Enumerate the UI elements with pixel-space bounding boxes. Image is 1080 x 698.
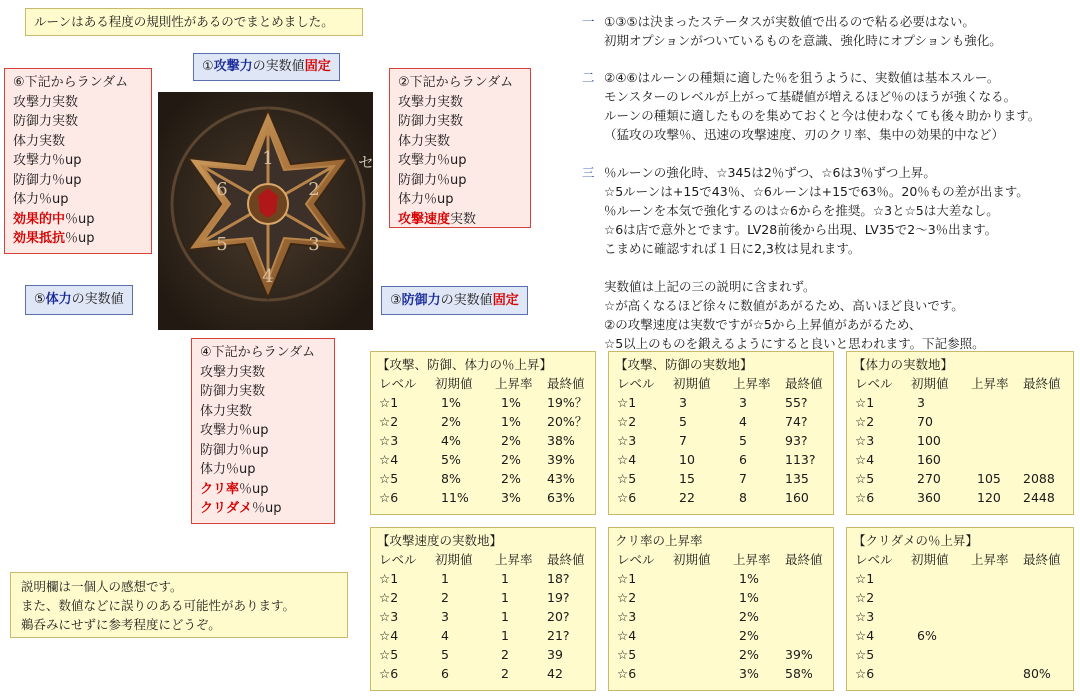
slot4-box-title: ④下記からランダム (200, 345, 316, 360)
table-cell: 1% (501, 395, 521, 410)
slot4-item: 体力実数 (200, 403, 253, 419)
slot6-item: 防御力実数 (13, 114, 79, 129)
slot6-item: 防御力％up (13, 172, 82, 188)
table-row (377, 431, 589, 450)
table-row (615, 412, 827, 431)
table-cell: 1% (501, 414, 521, 429)
table-cell: 8% (441, 471, 461, 486)
table-cell: ☆1 (379, 571, 399, 586)
rune-image (158, 92, 373, 330)
table-cell: ☆4 (855, 452, 875, 467)
table-header-cell: 初期値 (673, 376, 711, 391)
table-header-cell: 初期値 (911, 376, 949, 391)
table-row (377, 393, 589, 412)
slot1-title (193, 53, 340, 81)
table-row (377, 450, 589, 469)
rune-num-4: 4 (262, 266, 274, 287)
slot5-stat: 体力 (45, 292, 72, 307)
table-row (615, 607, 827, 626)
rune-num-2: 2 (308, 179, 320, 200)
explanation-line: ルーンの種類に適したものを集めておくと今は使わなくても後々助かります。 (604, 108, 1041, 123)
explanation-line: ％ルーンの強化時、☆345は2％ずつ、☆6は3％ずつ上昇。 (604, 165, 936, 180)
extra-line: ☆が高くなるほど徐々に数値があがるため、高いほど良いです。 (604, 298, 964, 313)
slot5-num: ⑤ (34, 292, 46, 307)
table-cell: 93? (785, 433, 808, 448)
table-atk-def-flat (608, 351, 834, 515)
table-header-cell: 最終値 (785, 376, 823, 391)
table-header-cell: 上昇率 (495, 376, 533, 391)
table-cell: 5 (739, 433, 747, 448)
explanation-1 (582, 12, 1072, 50)
extra-notes (582, 277, 1072, 353)
table-header-cell: 最終値 (1023, 552, 1061, 567)
table-cell: 120 (977, 490, 1001, 505)
table-cell: 2% (501, 452, 521, 467)
table-cell: 1 (441, 571, 449, 586)
table-cell: ☆1 (617, 395, 637, 410)
table-row (615, 431, 827, 450)
explanation-3 (582, 163, 1072, 258)
explanations (582, 12, 1072, 353)
table-cell: ☆2 (617, 590, 637, 605)
explanation-line: ☆5ルーンは+15で43％、☆6ルーンは+15で63％。20％もの差が出ます。 (604, 184, 1029, 199)
table-cell: 19%？ (547, 395, 588, 410)
table-cell: 2% (441, 414, 461, 429)
extra-line: ②の攻撃速度は実数ですが☆5から上昇値があがるため、 (604, 317, 922, 332)
table-row (853, 431, 1067, 450)
table-cell: 7 (739, 471, 747, 486)
table-row (615, 645, 827, 664)
table-cell: ☆5 (379, 471, 399, 486)
slot2-item: 体力実数 (398, 133, 451, 149)
table-cell: 42 (547, 666, 563, 681)
table-cell: 100 (917, 433, 941, 448)
table-cell: 2088 (1023, 471, 1055, 486)
table-cell: 8 (739, 490, 747, 505)
table-header-row (377, 374, 589, 393)
table-cell: 2 (501, 647, 509, 662)
table-row (853, 645, 1067, 664)
table-cell: 3% (739, 666, 759, 681)
table-title: クリ率の上昇率 (615, 533, 703, 548)
slot3-title (381, 286, 528, 315)
table-row (377, 626, 589, 645)
table-cell: 4 (441, 628, 449, 643)
table-row (853, 393, 1067, 412)
slot2-item: 体力％up (398, 192, 454, 207)
slot6-red-item (13, 229, 143, 249)
slot4-item: 攻撃力実数 (200, 364, 266, 380)
header-note: ルーンはある程度の規則性があるのでまとめました。 (25, 8, 363, 36)
table-row (377, 607, 589, 626)
table-header-cell: 上昇率 (971, 376, 1009, 391)
table-cell: ☆1 (855, 571, 875, 586)
explanation-line: ％ルーンを本気で強化するのは☆6からを推奨。☆3と☆5は大差なし。 (604, 203, 999, 218)
table-cell: 160 (917, 452, 941, 467)
table-cell: 2448 (1023, 490, 1055, 505)
table-cell: ☆3 (617, 433, 637, 448)
slot4-red-label: クリ率 (200, 481, 240, 497)
table-row (615, 393, 827, 412)
table-row (615, 588, 827, 607)
table-cell: 21? (547, 628, 570, 643)
table-cell: 18? (547, 571, 570, 586)
table-cell: ☆2 (617, 414, 637, 429)
table-cell: ☆3 (379, 433, 399, 448)
slot4-red-item (200, 499, 326, 519)
table-cell: 39% (547, 452, 575, 467)
table-crit-damage (846, 527, 1074, 691)
disclaimer (10, 572, 348, 638)
table-cell: 1% (739, 571, 759, 586)
slot6-red-label: 効果的中 (13, 211, 66, 227)
table-cell: 2% (739, 609, 759, 624)
table-header-cell: 上昇率 (733, 376, 771, 391)
table-cell: 10 (679, 452, 695, 467)
table-row (615, 664, 827, 683)
table-title: 【体力の実数地】 (853, 357, 954, 372)
slot1-stat: 攻撃力 (213, 59, 253, 74)
table-cell: ☆5 (617, 471, 637, 486)
table-row (615, 626, 827, 645)
table-cell: ☆2 (379, 590, 399, 605)
rune-num-6: 6 (216, 179, 228, 200)
table-cell: ☆4 (617, 628, 637, 643)
slot2-item: 防御力％up (398, 172, 467, 188)
explanation-line: （猛攻の攻撃％、迅速の攻撃速度、刃のクリ率、集中の効果的中など） (604, 127, 1005, 142)
table-header-cell: 初期値 (673, 552, 711, 567)
table-cell: ☆3 (379, 609, 399, 624)
slot4-item: 攻撃力％up (200, 423, 269, 438)
table-cell: ☆4 (617, 452, 637, 467)
slot2-item: 攻撃力％up (398, 153, 467, 168)
slot4-item: 防御力％up (200, 442, 269, 458)
table-row (377, 664, 589, 683)
table-cell: ☆5 (379, 647, 399, 662)
table-cell: ☆3 (617, 609, 637, 624)
table-cell: 55? (785, 395, 808, 410)
table-cell: 105 (977, 471, 1001, 486)
table-title: 【攻撃、防御の実数地】 (615, 357, 753, 372)
slot4-red-rest: ％up (239, 481, 269, 497)
table-cell: 11% (441, 490, 469, 505)
table-crit-rate (608, 527, 834, 691)
table-row (377, 569, 589, 588)
slot4-red-item (200, 480, 326, 500)
table-row (853, 626, 1067, 645)
table-cell: 2% (501, 471, 521, 486)
table-cell: 160 (785, 490, 809, 505)
table-cell: ☆3 (855, 433, 875, 448)
table-cell: 58% (785, 666, 813, 681)
rune-num-5: 5 (216, 234, 228, 255)
slot2-red-label: 攻撃速度 (398, 211, 451, 227)
table-row (615, 469, 827, 488)
explanation-num: 一 (582, 14, 595, 29)
table-row (853, 450, 1067, 469)
explanation-line: 初期オプションがついているものを意識、強化時にオプションも強化。 (604, 33, 1002, 48)
table-header-cell: レベル (855, 552, 893, 567)
table-cell: 22 (679, 490, 695, 505)
table-cell: ☆1 (379, 395, 399, 410)
slot6-item: 攻撃力実数 (13, 94, 79, 110)
table-speed-flat (370, 527, 596, 691)
table-cell: ☆5 (855, 471, 875, 486)
slot4-box (191, 338, 335, 524)
table-header-cell: 初期値 (435, 552, 473, 567)
table-header-row (615, 374, 827, 393)
table-cell: 2% (739, 628, 759, 643)
table-header-cell: 上昇率 (733, 552, 771, 567)
table-cell: 2% (739, 647, 759, 662)
table-cell: 43% (547, 471, 575, 486)
table-row (377, 488, 589, 507)
slot6-red-rest: ％up (65, 211, 95, 227)
table-header-row (615, 550, 827, 569)
slot2-box (389, 68, 531, 228)
table-header-cell: 最終値 (547, 376, 585, 391)
table-cell: 2 (441, 590, 449, 605)
table-header-cell: 上昇率 (495, 552, 533, 567)
rune-num-1: 1 (262, 148, 274, 169)
table-cell: ☆4 (855, 628, 875, 643)
table-row (615, 569, 827, 588)
table-row (377, 412, 589, 431)
slot4-red-label: クリダメ (200, 501, 253, 516)
table-cell: ☆1 (855, 395, 875, 410)
table-cell: 2 (501, 666, 509, 681)
extra-line: ☆5以上のものを鍛えるようにすると良いと思われます。下記参照。 (604, 336, 985, 351)
table-cell: 7 (679, 433, 687, 448)
table-header-cell: レベル (617, 376, 655, 391)
table-header-cell: レベル (617, 552, 655, 567)
table-cell: ☆6 (379, 490, 399, 505)
table-header-cell: レベル (855, 376, 893, 391)
table-row (853, 488, 1067, 507)
table-row (853, 607, 1067, 626)
table-cell: 74? (785, 414, 808, 429)
disclaimer-line: 鵜呑みにせずに参考程度にどうぞ。 (21, 617, 221, 632)
rune-star-svg (158, 92, 373, 330)
table-cell: 270 (917, 471, 941, 486)
explanation-line: ①③⑤は決まったステータスが実数値で出るので粘る必要はない。 (604, 14, 975, 29)
table-cell: 15 (679, 471, 695, 486)
table-header-cell: 上昇率 (971, 552, 1009, 567)
table-row (377, 469, 589, 488)
table-percent-stats (370, 351, 596, 515)
table-header-cell: 初期値 (911, 552, 949, 567)
slot3-fixed: 固定 (492, 293, 519, 308)
extra-line: 実数値は上記の三の説明に含まれず。 (604, 279, 816, 294)
slot6-box (4, 68, 152, 254)
table-cell: 360 (917, 490, 941, 505)
table-header-row (853, 550, 1067, 569)
table-cell: 70 (917, 414, 933, 429)
slot2-red-rest: 実数 (450, 211, 477, 227)
table-cell: ☆6 (855, 490, 875, 505)
table-title: 【クリダメの％上昇】 (853, 533, 979, 548)
table-row (853, 664, 1067, 683)
table-cell: 5 (441, 647, 449, 662)
table-cell: 5% (441, 452, 461, 467)
table-cell: 39 (547, 647, 563, 662)
table-cell: 63% (547, 490, 575, 505)
table-row (853, 469, 1067, 488)
table-cell: ☆2 (379, 414, 399, 429)
table-title: 【攻撃、防御、体力の％上昇】 (377, 357, 553, 372)
table-title: 【攻撃速度の実数地】 (377, 533, 503, 548)
table-cell: 4 (739, 414, 747, 429)
table-cell: ☆6 (617, 666, 637, 681)
table-cell: 3 (441, 609, 449, 624)
slot2-item: 防御力実数 (398, 114, 464, 129)
table-cell: 1% (739, 590, 759, 605)
table-row (853, 412, 1067, 431)
slot3-stat: 防御力 (401, 293, 441, 308)
slot5-text: の実数値 (71, 292, 124, 307)
table-cell: ☆5 (855, 647, 875, 662)
slot3-num: ③ (390, 293, 402, 308)
slot6-item: 体力実数 (13, 133, 66, 149)
table-cell: 1% (441, 395, 461, 410)
explanation-2 (582, 68, 1072, 144)
slot3-text: の実数値 (440, 293, 493, 308)
explanation-line: モンスターのレベルが上がって基礎値が増えるほど％のほうが強くなる。 (604, 89, 1017, 104)
table-cell: ☆6 (617, 490, 637, 505)
table-row (853, 569, 1067, 588)
explanation-num: 二 (582, 70, 595, 85)
slot6-box-title: ⑥下記からランダム (13, 75, 129, 90)
slot2-red-item (398, 210, 522, 230)
table-cell: ☆6 (379, 666, 399, 681)
table-cell: 3 (917, 395, 925, 410)
table-cell: 6 (739, 452, 747, 467)
table-cell: 80% (1023, 666, 1051, 681)
table-row (377, 645, 589, 664)
slot1-fixed: 固定 (304, 59, 331, 74)
table-header-cell: レベル (379, 552, 417, 567)
table-header-cell: レベル (379, 376, 417, 391)
table-cell: 5 (679, 414, 687, 429)
slot6-red-label: 効果抵抗 (13, 231, 66, 246)
slot1-num: ① (202, 59, 214, 74)
slot6-red-item (13, 210, 143, 230)
table-cell: ☆2 (855, 590, 875, 605)
slot2-box-title: ②下記からランダム (398, 75, 514, 90)
slot6-red-rest: ％up (65, 231, 95, 246)
slot6-item: 攻撃力％up (13, 153, 82, 168)
table-cell: 1 (501, 571, 509, 586)
table-header-cell: 初期値 (435, 376, 473, 391)
slot5-title (25, 285, 133, 315)
table-cell: 3 (739, 395, 747, 410)
disclaimer-line: また、数値などに誤りのある可能性があります。 (21, 598, 296, 613)
table-cell: ☆1 (617, 571, 637, 586)
table-cell: 3 (679, 395, 687, 410)
table-cell: 6 (441, 666, 449, 681)
table-cell: 39% (785, 647, 813, 662)
slot1-text: の実数値 (252, 59, 305, 74)
table-header-cell: 最終値 (1023, 376, 1061, 391)
table-hp-flat (846, 351, 1074, 515)
table-cell: ☆4 (379, 628, 399, 643)
slot2-item: 攻撃力実数 (398, 94, 464, 110)
table-cell: 1 (501, 628, 509, 643)
table-row (615, 488, 827, 507)
table-header-cell: 最終値 (785, 552, 823, 567)
explanation-line: こまめに確認すれば１日に2,3枚は見れます。 (604, 241, 861, 256)
explanation-num: 三 (582, 165, 595, 180)
table-cell: 2% (501, 433, 521, 448)
table-cell: ☆6 (855, 666, 875, 681)
slot4-item: 体力％up (200, 462, 256, 477)
explanation-line: ☆6は店で意外とでます。LV28前後から出現、LV35で2～3％出ます。 (604, 222, 998, 237)
table-cell: ☆2 (855, 414, 875, 429)
rune-side-char: セ (357, 153, 373, 172)
explanation-line: ②④⑥はルーンの種類に適した％を狙うように、実数値は基本スルー。 (604, 70, 1000, 85)
table-cell: ☆4 (379, 452, 399, 467)
table-cell: 20%？ (547, 414, 588, 429)
table-cell: 3% (501, 490, 521, 505)
table-cell: 113? (785, 452, 816, 467)
table-cell: 20? (547, 609, 570, 624)
table-cell: 1 (501, 590, 509, 605)
table-cell: ☆3 (855, 609, 875, 624)
table-cell: 38% (547, 433, 575, 448)
table-row (615, 450, 827, 469)
table-header-cell: 最終値 (547, 552, 585, 567)
table-row (377, 588, 589, 607)
disclaimer-line: 説明欄は一個人の感想です。 (21, 579, 183, 594)
table-header-row (853, 374, 1067, 393)
table-row (853, 588, 1067, 607)
rune-num-3: 3 (308, 234, 320, 255)
table-cell: ☆5 (617, 647, 637, 662)
table-cell: 135 (785, 471, 809, 486)
table-header-row (377, 550, 589, 569)
table-cell: 1 (501, 609, 509, 624)
table-cell: 4% (441, 433, 461, 448)
slot4-item: 防御力実数 (200, 384, 266, 399)
slot4-red-rest: ％up (252, 501, 282, 516)
slot6-item: 体力％up (13, 192, 69, 207)
table-cell: 19? (547, 590, 570, 605)
table-cell: 6% (917, 628, 937, 643)
